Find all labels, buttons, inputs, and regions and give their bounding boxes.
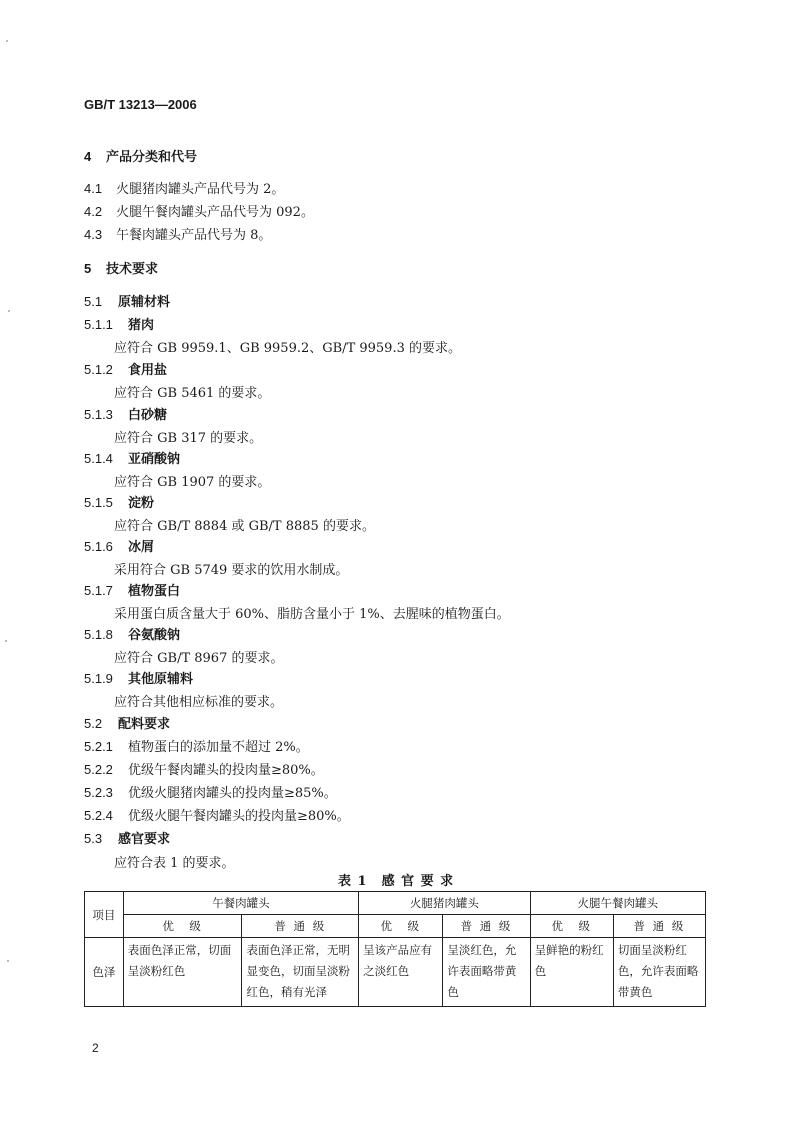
grade-header: 优 级 <box>530 915 613 938</box>
grade-header: 优 级 <box>359 915 443 938</box>
table-cell: 表面色泽正常，切面呈淡粉红色 <box>123 938 242 1007</box>
clause-text: 火腿猪肉罐头产品代号为 2。 <box>116 182 285 197</box>
scan-mark <box>6 40 8 42</box>
clause-text: 应符合 GB 317 的要求。 <box>114 431 263 446</box>
table-cell: 表面色泽正常，无明显变色，切面呈淡粉红色，稍有光泽 <box>242 938 359 1007</box>
clause-text: 植物蛋白的添加量不超过 2%。 <box>128 740 309 755</box>
page-number: 2 <box>92 1041 99 1055</box>
grade-header: 普 通 级 <box>242 915 359 938</box>
clause-number: 5.3 <box>84 831 103 846</box>
table-cell: 切面呈淡粉红色，允许表面略带黄色 <box>613 938 705 1007</box>
clause-5-2-4 <box>84 805 350 824</box>
clause-number: 5.1.9 <box>84 671 113 686</box>
clause-title: 冰屑 <box>128 540 155 555</box>
section-5-heading <box>84 258 158 277</box>
clause-text: 优级火腿猪肉罐头的投肉量≥85%。 <box>128 786 337 801</box>
section-4-heading <box>84 146 197 165</box>
clause-4-1 <box>84 178 284 197</box>
clause-number: 5.1.5 <box>84 495 113 510</box>
section-title: 产品分类和代号 <box>106 150 198 165</box>
clause-number: 5.2 <box>84 716 103 731</box>
column-group-header: 火腿午餐肉罐头 <box>530 892 705 915</box>
table-cell: 呈鲜艳的粉红色 <box>530 938 613 1007</box>
grade-header: 普 通 级 <box>443 915 530 938</box>
clause-text: 应符合 GB 1907 的要求。 <box>114 475 271 490</box>
clause-title: 植物蛋白 <box>128 584 181 599</box>
clause-text: 采用蛋白质含量大于 60%、脂肪含量小于 1%、去腥味的植物蛋白。 <box>114 607 510 622</box>
clause-5-2-2 <box>84 759 324 778</box>
clause-5-1-3 <box>84 404 262 446</box>
clause-number: 5.1.3 <box>84 407 113 422</box>
section-number: 4 <box>84 149 92 164</box>
column-group-header: 午餐肉罐头 <box>123 892 358 915</box>
clause-5-2-heading <box>84 713 170 732</box>
clause-5-1-9 <box>84 668 283 710</box>
grade-header: 普 通 级 <box>613 915 705 938</box>
clause-text: 午餐肉罐头产品代号为 8。 <box>116 228 272 243</box>
clause-5-2-3 <box>84 782 337 801</box>
clause-title: 原辅材料 <box>118 295 171 310</box>
scan-mark <box>5 640 7 642</box>
section-number: 5 <box>84 261 92 276</box>
clause-5-3 <box>84 828 235 871</box>
clause-text: 应符合表 1 的要求。 <box>114 856 235 871</box>
clause-5-1-1 <box>84 314 461 356</box>
standard-code: GB/T 13213—2006 <box>84 97 197 112</box>
clause-text: 应符合 GB/T 8967 的要求。 <box>114 651 284 666</box>
clause-4-2 <box>84 201 314 220</box>
clause-text: 优级午餐肉罐头的投肉量≥80%。 <box>128 763 324 778</box>
scan-mark <box>8 310 10 312</box>
clause-5-1-8 <box>84 624 283 666</box>
row-item-label: 色泽 <box>85 938 124 1007</box>
clause-5-1-6 <box>84 536 348 578</box>
clause-text: 应符合 GB 5461 的要求。 <box>114 386 271 401</box>
clause-title: 食用盐 <box>128 363 168 378</box>
clause-text: 应符合 GB/T 8884 或 GB/T 8885 的要求。 <box>114 519 375 534</box>
clause-title: 猪肉 <box>128 318 155 333</box>
clause-number: 5.2.4 <box>84 808 113 823</box>
clause-title: 配料要求 <box>118 717 171 732</box>
clause-title: 亚硝酸钠 <box>128 452 181 467</box>
scan-mark <box>7 960 9 962</box>
table-caption: 表 1 感 官 要 求 <box>338 874 455 889</box>
clause-number: 4.3 <box>84 227 103 242</box>
clause-number: 5.1.4 <box>84 451 113 466</box>
clause-number: 5.1.8 <box>84 627 113 642</box>
clause-5-1-4 <box>84 448 270 490</box>
clause-title: 淀粉 <box>128 496 155 511</box>
clause-text: 优级火腿午餐肉罐头的投肉量≥80%。 <box>128 809 350 824</box>
grade-header: 优 级 <box>123 915 242 938</box>
clause-number: 5.1.2 <box>84 362 113 377</box>
clause-4-3 <box>84 224 271 243</box>
table-header-row <box>85 892 706 915</box>
clause-text: 火腿午餐肉罐头产品代号为 092。 <box>116 205 314 220</box>
clause-number: 5.2.2 <box>84 762 113 777</box>
column-group-header: 火腿猪肉罐头 <box>359 892 530 915</box>
table-cell: 呈淡红色，允许表面略带黄色 <box>443 938 530 1007</box>
clause-5-1-2 <box>84 359 270 401</box>
clause-5-2-1 <box>84 736 309 755</box>
clause-title: 谷氨酸钠 <box>128 628 181 643</box>
clause-text: 采用符合 GB 5749 要求的饮用水制成。 <box>114 563 349 578</box>
clause-number: 4.2 <box>84 204 103 219</box>
clause-title: 白砂糖 <box>128 408 168 423</box>
clause-number: 5.2.3 <box>84 785 113 800</box>
section-title: 技术要求 <box>106 262 159 277</box>
clause-number: 5.1.7 <box>84 583 113 598</box>
clause-number: 5.1.1 <box>84 317 113 332</box>
clause-text: 应符合 GB 9959.1、GB 9959.2、GB/T 9959.3 的要求。 <box>114 341 461 356</box>
table-row <box>85 938 706 1007</box>
clause-5-1-heading <box>84 291 170 310</box>
column-header-item: 项目 <box>85 892 124 938</box>
clause-5-1-5 <box>84 492 375 534</box>
clause-5-1-7 <box>84 580 510 622</box>
sensory-requirements-table <box>84 891 706 1007</box>
table-subheader-row <box>85 915 706 938</box>
clause-number: 4.1 <box>84 181 103 196</box>
clause-number: 5.1.6 <box>84 539 113 554</box>
table-cell: 呈该产品应有之淡红色 <box>359 938 443 1007</box>
clause-title: 感官要求 <box>118 832 171 847</box>
clause-number: 5.2.1 <box>84 739 113 754</box>
clause-text: 应符合其他相应标准的要求。 <box>114 695 284 710</box>
clause-title: 其他原辅料 <box>128 672 194 687</box>
clause-number: 5.1 <box>84 294 103 309</box>
